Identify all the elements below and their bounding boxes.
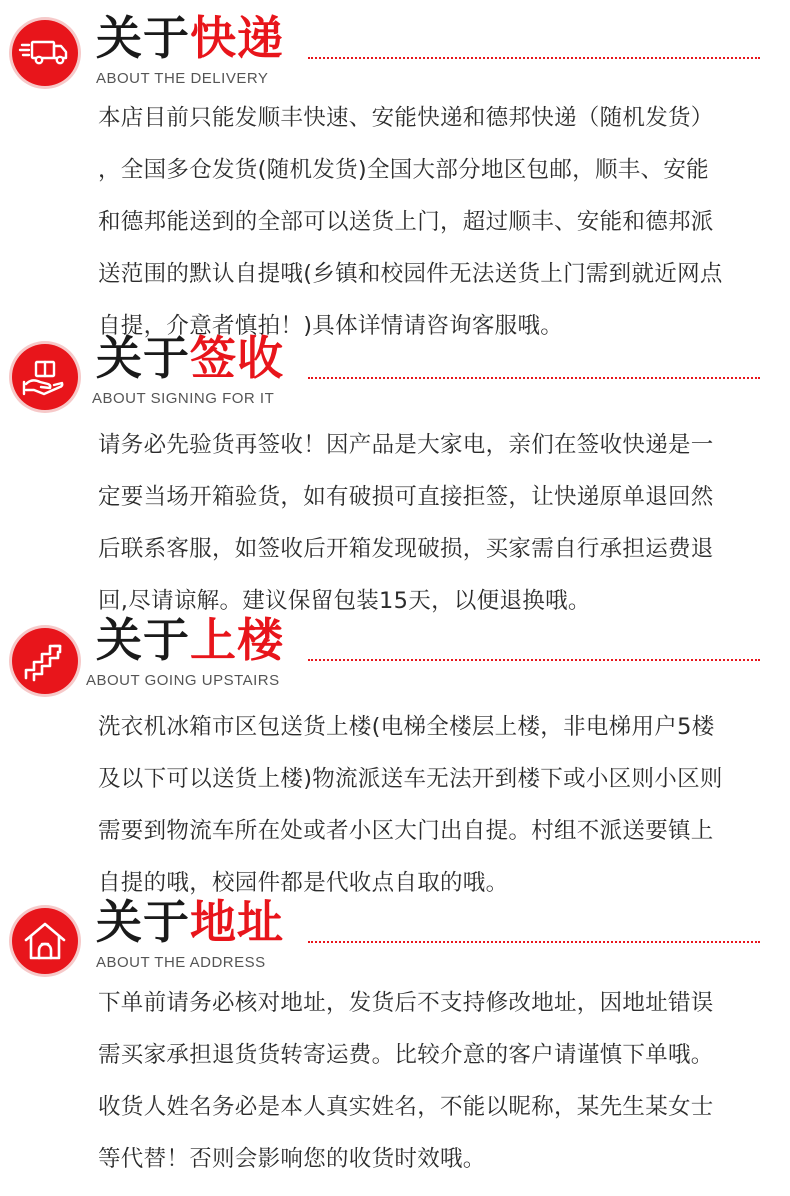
- section-subtitle: ABOUT SIGNING FOR IT: [92, 390, 275, 407]
- dotted-divider: [308, 57, 760, 59]
- body-line: 收货人姓名务必是本人真实姓名，不能以昵称，某先生某女士: [98, 1094, 714, 1120]
- dotted-divider: [308, 659, 760, 661]
- stairs-arrow-icon: [12, 628, 78, 694]
- section-title: 关于地址: [96, 895, 284, 949]
- dotted-divider: [308, 941, 760, 943]
- section-subtitle: ABOUT THE ADDRESS: [96, 954, 266, 971]
- body-line: 定要当场开箱验货，如有破损可直接拒签，让快递原单退回然: [98, 484, 714, 510]
- section-title: 关于上楼: [96, 613, 284, 667]
- body-line: 请务必先验货再签收！因产品是大家电，亲们在签收快递是一: [98, 432, 714, 458]
- body-line: 等代替！否则会影响您的收货时效哦。: [98, 1146, 486, 1172]
- home-location-icon: [12, 908, 78, 974]
- body-line: 洗衣机冰箱市区包送货上楼(电梯全楼层上楼，非电梯用户5楼: [98, 714, 715, 740]
- body-line: 送范围的默认自提哦(乡镇和校园件无法送货上门需到就近网点: [98, 261, 723, 287]
- body-line: 后联系客服，如签收后开箱发现破损，买家需自行承担运费退: [98, 536, 714, 562]
- body-line: 自提的哦，校园件都是代收点自取的哦。: [98, 870, 509, 896]
- body-line: ，全国多仓发货(随机发货)全国大部分地区包邮，顺丰、安能: [98, 157, 709, 183]
- section-title: 关于签收: [96, 331, 284, 385]
- body-line: 需买家承担退货货转寄运费。比较介意的客户请谨慎下单哦。: [98, 1042, 714, 1068]
- section-title: 关于快递: [96, 11, 284, 65]
- dotted-divider: [308, 377, 760, 379]
- section-body: [98, 977, 778, 1185]
- body-line: 自提，介意者慎拍！)具体详情请咨询客服哦。: [98, 313, 564, 339]
- body-line: 本店目前只能发顺丰快速、安能快递和德邦快递（随机发货）: [98, 105, 714, 131]
- section-body: [98, 419, 778, 627]
- body-line: 需要到物流车所在处或者小区大门出自提。村组不派送要镇上: [98, 818, 714, 844]
- body-line: 回,尽请谅解。建议保留包装15天，以便退换哦。: [98, 588, 591, 614]
- body-line: 下单前请务必核对地址，发货后不支持修改地址，因地址错误: [98, 990, 714, 1016]
- section-body: [98, 92, 778, 352]
- body-line: 和德邦能送到的全部可以送货上门，超过顺丰、安能和德邦派: [98, 209, 714, 235]
- section-body: [98, 701, 778, 909]
- package-handshake-icon: [12, 344, 78, 410]
- delivery-truck-icon: [12, 20, 78, 86]
- section-subtitle: ABOUT GOING UPSTAIRS: [86, 672, 280, 689]
- section-subtitle: ABOUT THE DELIVERY: [96, 70, 269, 87]
- body-line: 及以下可以送货上楼)物流派送车无法开到楼下或小区则小区则: [98, 766, 723, 792]
